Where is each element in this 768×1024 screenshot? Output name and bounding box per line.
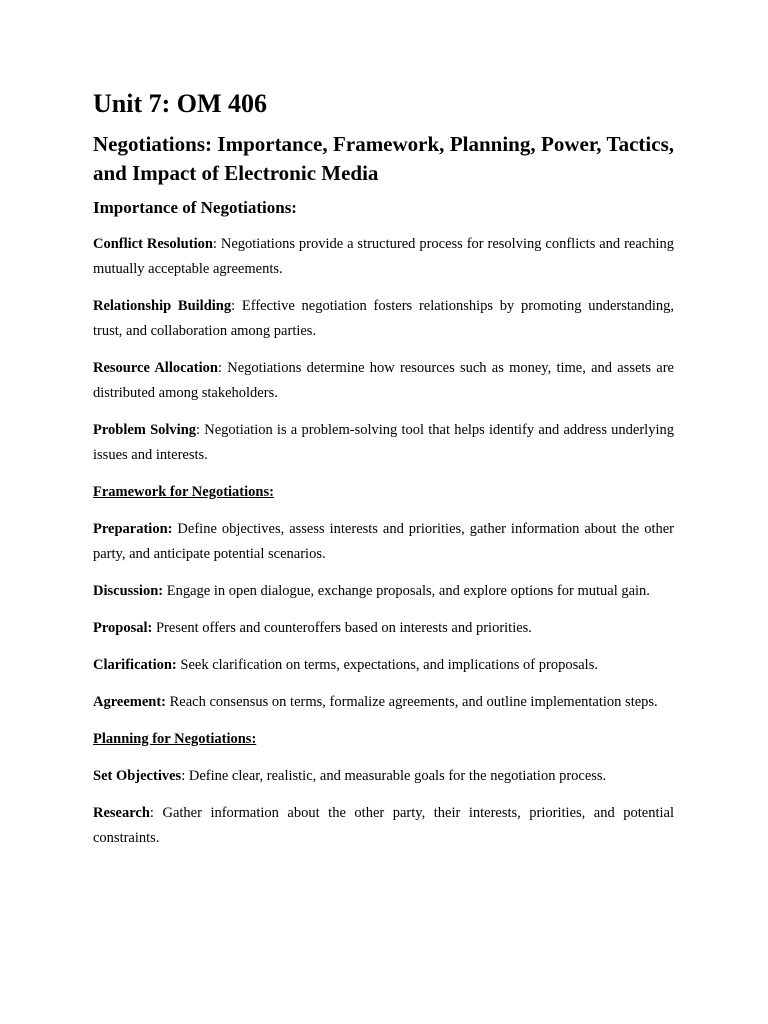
item-term: Discussion:: [93, 583, 164, 599]
document-title: Unit 7: OM 406: [93, 89, 268, 118]
item-term: Clarification:: [93, 657, 177, 673]
item-term: Preparation:: [93, 521, 173, 537]
framework-heading: Framework for Negotiations:: [93, 484, 274, 500]
document-page: [93, 86, 674, 863]
item-text: Effective negotiation fosters relationships by promoting understanding, trust, and collaboration among parties.: [93, 298, 674, 339]
item-separator: :: [149, 805, 154, 821]
item-separator: :: [212, 236, 217, 252]
document-subtitle: Negotiations: Importance, Framework, Planning, Power, Tactics, and Impact of Electronic Media: [93, 132, 674, 185]
framework-item: [93, 517, 674, 567]
item-term: Relationship Building: [93, 298, 232, 314]
item-text: Present offers and counteroffers based on interests and priorities.: [152, 620, 532, 636]
item-text: Seek clarification on terms, expectations, and implications of proposals.: [176, 657, 598, 673]
item-text: Negotiation is a problem-solving tool that helps identify and address underlying issues and interests.: [93, 422, 674, 463]
item-term: Proposal:: [93, 620, 153, 636]
item-term: Resource Allocation: [93, 360, 218, 376]
framework-item: [93, 579, 674, 604]
item-text: Define objectives, assess interests and priorities, gather information about the other party, and anticipate potential scenarios.: [93, 521, 674, 562]
item-term: Set Objectives: [93, 768, 182, 784]
planning-heading: Planning for Negotiations:: [93, 731, 257, 747]
importance-item: [93, 418, 674, 468]
framework-item: [93, 690, 674, 715]
importance-item: [93, 356, 674, 406]
item-text: Reach consensus on terms, formalize agreements, and outline implementation steps.: [166, 694, 658, 710]
framework-item: [93, 653, 674, 678]
item-text: Engage in open dialogue, exchange proposals, and explore options for mutual gain.: [163, 583, 650, 599]
framework-item: [93, 616, 674, 641]
importance-heading: Importance of Negotiations:: [93, 198, 297, 217]
item-separator: :: [196, 422, 201, 438]
importance-item: [93, 232, 674, 282]
planning-item: [93, 801, 674, 851]
item-separator: :: [181, 768, 186, 784]
item-term: Conflict Resolution: [93, 236, 213, 252]
item-text: Negotiations provide a structured process for resolving conflicts and reaching mutually acceptable agreements.: [93, 236, 675, 277]
item-term: Research: [93, 805, 150, 821]
item-term: Problem Solving: [93, 422, 197, 438]
item-separator: :: [231, 298, 236, 314]
planning-item: [93, 764, 674, 789]
item-term: Agreement:: [93, 694, 167, 710]
item-text: Define clear, realistic, and measurable goals for the negotiation process.: [185, 768, 607, 784]
item-separator: :: [217, 360, 223, 376]
importance-item: [93, 294, 674, 344]
item-text: Negotiations determine how resources such as money, time, and assets are distributed among stakeholders.: [93, 360, 674, 401]
item-text: Gather information about the other party, their interests, priorities, and potential constraints.: [93, 805, 674, 846]
